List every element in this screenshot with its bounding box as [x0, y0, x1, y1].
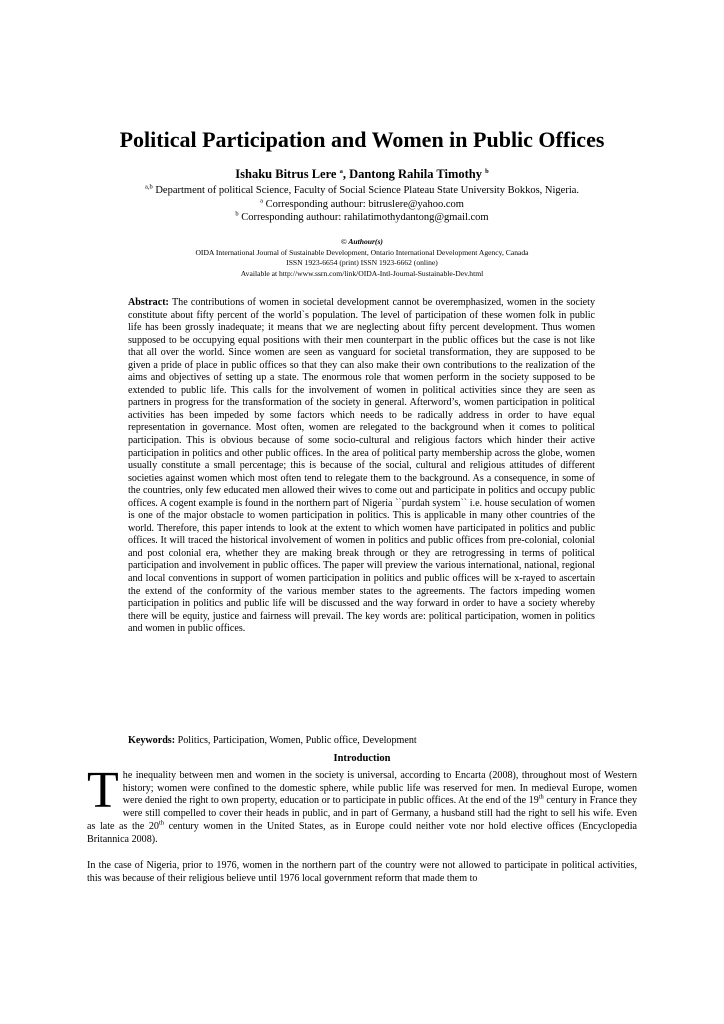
- author-1-name: Ishaku Bitrus Lere: [235, 167, 337, 181]
- intro-paragraph-1: [87, 762, 637, 846]
- copyright-line: © Authour(s): [341, 237, 383, 246]
- intro-p1-sup-1: th: [538, 794, 544, 802]
- affiliation-sup: a,b: [144, 183, 153, 191]
- journal-name-line: OIDA International Journal of Sustainable Development, Ontario International Development Agency, Canada: [195, 247, 529, 257]
- corr2-text: Corresponding authour: rahilatimothydantong@gmail.com: [238, 212, 489, 223]
- keywords: [128, 734, 595, 747]
- introduction-heading: Introduction: [333, 753, 391, 764]
- abstract-label: Abstract:: [128, 297, 169, 308]
- journal-info: [60, 237, 664, 279]
- corr1-text: Corresponding authour: bitruslere@yahoo.com: [262, 198, 464, 210]
- affiliation-line: [60, 184, 664, 198]
- author-line: [60, 166, 664, 182]
- author-separator: ,: [342, 167, 350, 181]
- keywords-text: Politics, Participation, Women, Public office, Development: [175, 735, 417, 746]
- abstract: [128, 297, 595, 636]
- availability-line: Available at http://www.ssrn.com/link/OIDA-Intl-Journal-Sustainable-Dev.html: [240, 268, 484, 278]
- author-2-sup: b: [485, 167, 489, 175]
- paper-title: Political Participation and Women in Public Offices: [119, 127, 605, 152]
- affiliations: [60, 184, 664, 225]
- corresponding-author-2: [60, 211, 664, 225]
- abstract-text: The contributions of women in societal development cannot be overemphasized, women in the society constitute about fifty percent of the world`s population. The level of participation of these women folk in public life has been grossly inadequate; it means that we are neglecting about fifty percent development. Thus women supposed to be occupying equal positions with their men counterpart in the public offices but the case is not like that all over the world. Since women are seen as vanguard for societal transformation, they are supposed to be given a pride of place in public offices so that they can also make their own contributions to the realization of the aims and objectives of setting up a state. The enormous role that women perform in the society supposed to be extended to public life. This calls for the involvement of women in political activities since they are seen as partners in progress for the transformation of the society in general. Afterword’s, women participation in political activities has been impeded by some factors which needs to be radically address in order to have equal representation in governance. Most often, women are relegated to the background when it comes to political participation. This is obvious because of some socio-cultural and religious factors which hinder their active participation in politics and other public offices. In the area of political party membership across the globe, women usually constitute a small percentage; this is because of the social, cultural and religious attitudes of different societies against women which most often tend to relegate them to the background. As a consequence, in some of the countries, only few educated men allowed their wives to come out and participate in politics and occupy public offices. A cogent example is found in the northern part of Nigeria ``purdah system`` i.e. house seculation of women is one of the major obstacle to women participation in politics. This is applicable in many other countries of the world. Therefore, this paper intends to look at the extent to which women have participated in politics and public offices. It will traced the historical involvement of women in politics and public offices from pre-colonial, colonial and post colonial era, whether they are making break through or they are retrogressing in terms of political participation and involvement in public offices. The paper will preview the various international, national, regional and local conventions in support of women participation in politics and public offices will be x-rayed to ascertain the extend of the conformity of the various member states to the agreements. The factors impeding women participation in politics and public life will be discussed and the way forward in order to have a society whereby there will be equity, justice and fairness will prevail. The key words are: political participation, women in politics and women in public offices.: [128, 297, 595, 635]
- drop-cap: T: [87, 762, 119, 819]
- intro-p1-part-c: century women in the United States, as in Europe could neither vote nor hold elective offices (Encyclopedia Britannica 2008).: [87, 820, 637, 845]
- author-2-name: Dantong Rahila Timothy: [349, 167, 482, 181]
- corr2-sup: b: [235, 210, 239, 218]
- keywords-label: Keywords:: [128, 735, 176, 746]
- intro-p1-part-a: he inequality between men and women in the society is universal, according to Encarta (2008), throughout most of Western history; women were confined to the domestic sphere, while public life was reserved for men. In medieval Europe, women were denied the right to own property, education or to participate in public offices. At the end of the 19: [122, 770, 637, 807]
- affiliation-text: Department of political Science, Faculty of Social Science Plateau State University Bokkos, Nigeria.: [152, 185, 580, 196]
- intro-p1-sup-2: th: [158, 819, 165, 827]
- intro-paragraph-2: In the case of Nigeria, prior to 1976, women in the northern part of the country were not allowed to participate in political activities, this was because of their religious believe until 1976 local government reform that made them to: [87, 860, 637, 884]
- issn-line: ISSN 1923-6654 (print) ISSN 1923-6662 (online): [286, 258, 438, 268]
- intro-p1-part-b: century in France they were still compelled to cover their heads in public, and in part of Germany, a husband still had the right to sell his wife. Even as late as the 20: [87, 795, 637, 832]
- corresponding-author-1: [60, 198, 664, 212]
- corr1-sup: a: [260, 197, 263, 204]
- author-1-sup: a: [339, 167, 343, 175]
